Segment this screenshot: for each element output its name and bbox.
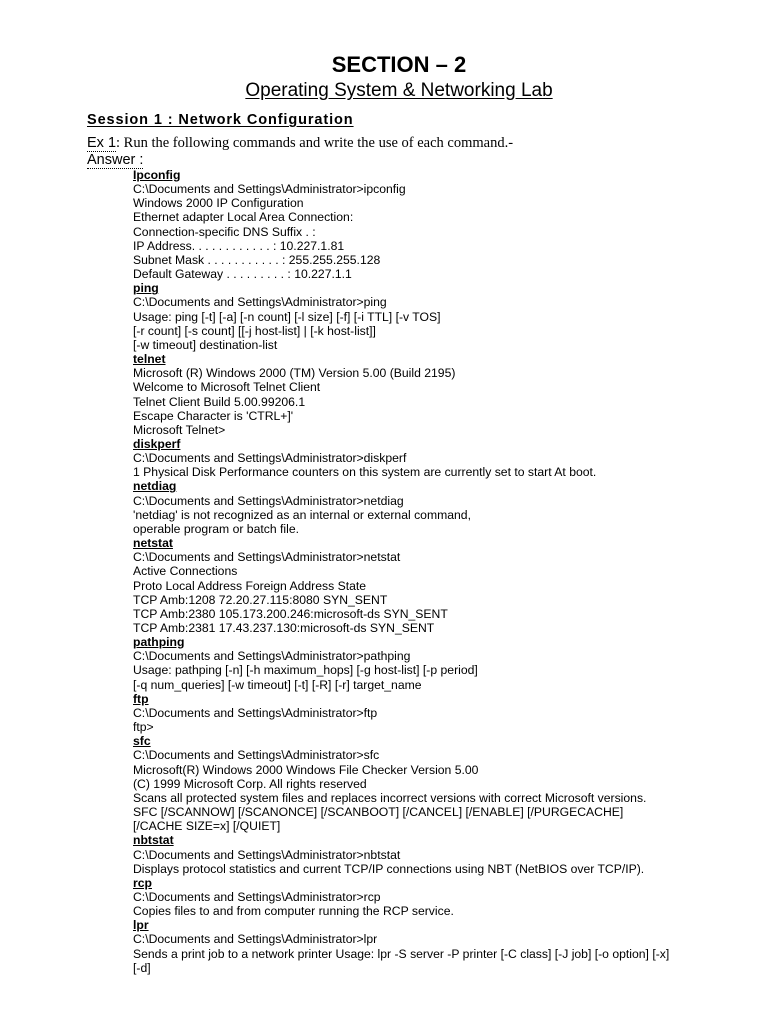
command-output-line: Microsoft (R) Windows 2000 (TM) Version 5.00 (Build 2195): [133, 366, 456, 381]
command-output-line: SFC [/SCANNOW] [/SCANONCE] [/SCANBOOT] [/CANCEL] [/ENABLE] [/PURGECACHE]: [133, 805, 624, 820]
command-output-line: C:\Documents and Settings\Administrator>nbtstat: [133, 847, 401, 862]
command-output-line: Microsoft Telnet>: [133, 422, 226, 437]
command-heading-rcp: rcp: [133, 875, 152, 890]
command-heading-ftp: ftp: [133, 691, 149, 706]
command-output-line: (C) 1999 Microsoft Corp. All rights reserved: [133, 776, 367, 791]
command-output-line: Usage: pathping [-n] [-h maximum_hops] [-g host-list] [-p period]: [133, 663, 478, 678]
exercise-label: Ex 1: [87, 135, 117, 151]
document-subtitle: Operating System & Networking Lab: [245, 80, 553, 101]
command-output-line: [-d]: [133, 960, 151, 975]
command-heading-sfc: sfc: [133, 734, 151, 749]
command-output-line: C:\Documents and Settings\Administrator>diskperf: [133, 451, 407, 466]
answer-body: [133, 168, 763, 975]
command-output-line: 1 Physical Disk Performance counters on this system are currently set to start At boot.: [133, 465, 597, 480]
command-output-line: Copies files to and from computer running the RCP service.: [133, 904, 454, 919]
command-output-line: Microsoft(R) Windows 2000 Windows File Checker Version 5.00: [133, 762, 479, 777]
command-output-line: Welcome to Microsoft Telnet Client: [133, 380, 321, 395]
command-output-line: TCP Amb:2380 105.173.200.246:microsoft-ds SYN_SENT: [133, 606, 448, 621]
command-output-line: ftp>: [133, 720, 154, 735]
session-heading: Session 1 : Network Configuration: [87, 112, 354, 128]
command-output-line: [-q num_queries] [-w timeout] [-t] [-R] [-r] target_name: [133, 677, 422, 692]
command-heading-ipconfig: Ipconfig: [133, 168, 181, 182]
command-output-line: Sends a print job to a network printer Usage: lpr -S server -P printer [-C class] [-J job] [-o option] [-x]: [133, 946, 670, 961]
answer-label: [87, 151, 143, 169]
command-output-line: C:\Documents and Settings\Administrator>ping: [133, 295, 387, 310]
command-heading-pathping: pathping: [133, 635, 185, 650]
command-output-line: C:\Documents and Settings\Administrator>pathping: [133, 649, 411, 664]
command-output-line: Connection-specific DNS Suffix . :: [133, 224, 316, 239]
command-output-line: Displays protocol statistics and current TCP/IP connections using NBT (NetBIOS over TCP/IP).: [133, 861, 645, 876]
command-heading-telnet: telnet: [133, 352, 166, 367]
command-output-line: IP Address. . . . . . . . . . . . : 10.227.1.81: [133, 238, 345, 253]
command-output-line: C:\Documents and Settings\Administrator>ftp: [133, 705, 378, 720]
command-output-line: Scans all protected system files and replaces incorrect versions with correct Microsoft versions.: [133, 790, 647, 805]
command-output-line: Escape Character is 'CTRL+]': [133, 408, 294, 423]
command-output-line: TCP Amb:2381 17.43.237.130:microsoft-ds SYN_SENT: [133, 621, 435, 635]
command-heading-netdiag: netdiag: [133, 479, 177, 494]
command-output-line: C:\Documents and Settings\Administrator>sfc: [133, 748, 380, 763]
command-heading-ping: ping: [133, 281, 159, 296]
exercise-line: [87, 134, 513, 152]
command-output-line: Usage: ping [-t] [-a] [-n count] [-l size] [-f] [-i TTL] [-v TOS]: [133, 309, 441, 324]
command-output-line: [-w timeout] destination-list: [133, 337, 278, 352]
command-output-line: Subnet Mask . . . . . . . . . . . : 255.255.255.128: [133, 252, 381, 267]
command-heading-lpr: lpr: [133, 918, 149, 933]
command-output-line: [/CACHE SIZE=x] [/QUIET]: [133, 819, 281, 834]
command-output-line: C:\Documents and Settings\Administrator>netdiag: [133, 493, 404, 508]
command-output-line: TCP Amb:1208 72.20.27.115:8080 SYN_SENT: [133, 592, 388, 607]
command-output-line: Active Connections: [133, 564, 238, 579]
command-output-line: Telnet Client Build 5.00.99206.1: [133, 394, 306, 409]
command-output-line: operable program or batch file.: [133, 521, 299, 536]
command-heading-netstat: netstat: [133, 536, 173, 551]
command-output-line: C:\Documents and Settings\Administrator>rcp: [133, 889, 381, 904]
command-output-line: 'netdiag' is not recognized as an internal or external command,: [133, 507, 471, 522]
command-output-line: C:\Documents and Settings\Administrator>ipconfig: [133, 182, 406, 197]
command-heading-diskperf: diskperf: [133, 436, 181, 451]
section-title: SECTION – 2: [331, 52, 467, 77]
command-output-line: Ethernet adapter Local Area Connection:: [133, 210, 354, 225]
command-output-line: [-r count] [-s count] [[-j host-list] | [-k host-list]]: [133, 323, 376, 338]
command-output-line: C:\Documents and Settings\Administrator>lpr: [133, 932, 378, 947]
command-output-line: Proto Local Address Foreign Address State: [133, 578, 367, 593]
command-output-line: Default Gateway . . . . . . . . . : 10.227.1.1: [133, 267, 352, 282]
command-output-line: C:\Documents and Settings\Administrator>netstat: [133, 550, 401, 565]
exercise-text: : Run the following commands and write the use of each command.-: [116, 135, 514, 151]
command-heading-nbtstat: nbtstat: [133, 833, 174, 848]
answer-label-text: Answer :: [87, 152, 144, 168]
command-output-line: Windows 2000 IP Configuration: [133, 196, 304, 211]
